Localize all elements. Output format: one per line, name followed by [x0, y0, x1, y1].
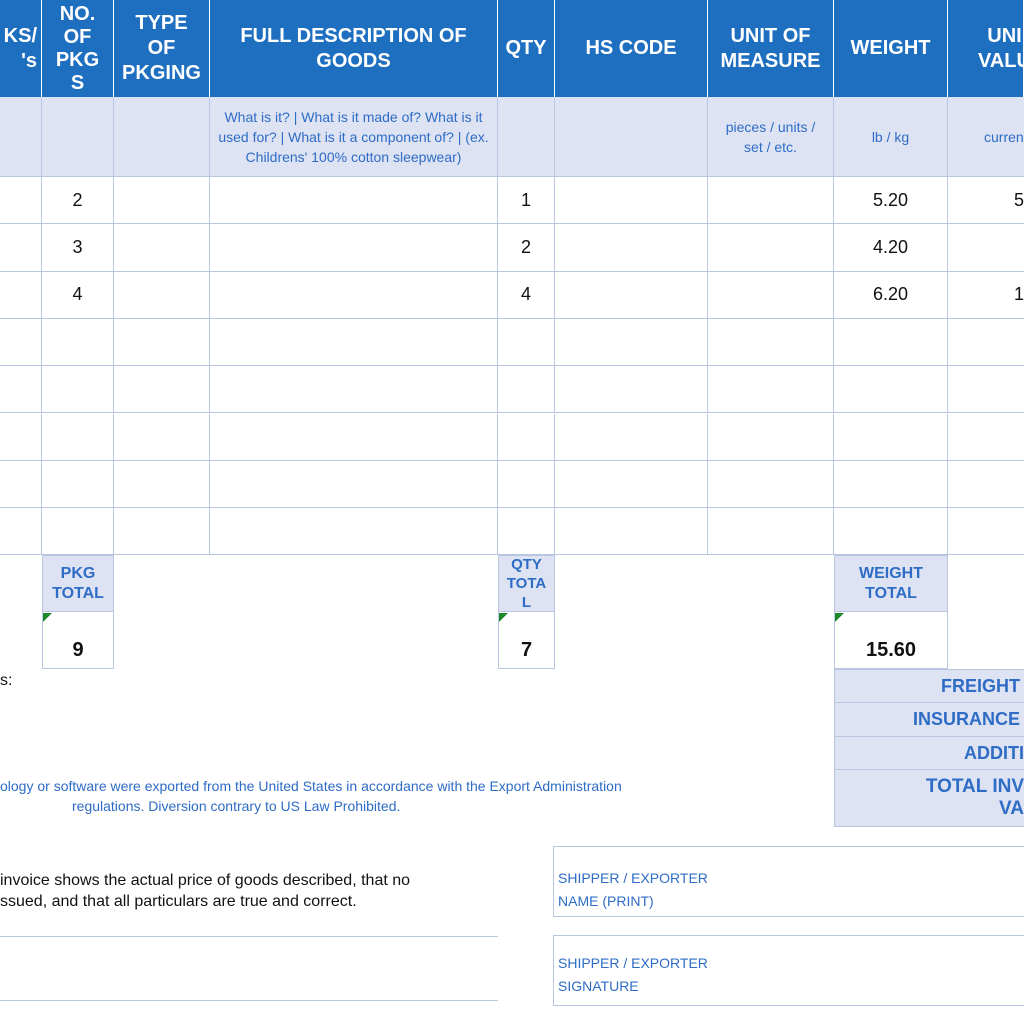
qty-total-label: QTY TOTA L	[498, 555, 555, 612]
hint-qty	[498, 97, 555, 177]
export-statement-line2: regulations. Diversion contrary to US Law Prohibited.	[72, 798, 401, 814]
weight-cell[interactable]	[834, 414, 948, 461]
description-cell[interactable]	[210, 177, 498, 224]
cell-comment-marker-icon	[835, 613, 844, 622]
header-full-description: FULL DESCRIPTION OF GOODS	[210, 0, 498, 97]
qty-total-value[interactable]: 7	[498, 612, 555, 669]
divider	[0, 1000, 498, 1001]
unit-value-cell[interactable]	[948, 366, 1024, 413]
header-marks: KS/ 's	[0, 0, 42, 97]
marks-cell[interactable]	[0, 319, 42, 366]
export-statement-line1: ology or software were exported from the United States in accordance with the Export Administration	[0, 778, 622, 794]
type-cell[interactable]	[114, 319, 210, 366]
shipper-signature-label-line1: SHIPPER / EXPORTER	[558, 955, 708, 971]
type-cell[interactable]	[114, 366, 210, 413]
qty-cell[interactable]: 4	[498, 272, 555, 319]
header-hs-code: HS CODE	[555, 0, 708, 97]
marks-cell[interactable]	[0, 177, 42, 224]
hint-description: What is it? | What is it made of? What is it used for? | What is it a component of? | (ex. Childrens' 100% cotton sleepwear)	[210, 97, 498, 177]
header-weight: WEIGHT	[834, 0, 948, 97]
qty-cell[interactable]	[498, 461, 555, 508]
header-unit-value: UNI VALU	[948, 0, 1024, 97]
unit-value-cell[interactable]	[948, 508, 1024, 555]
hs-code-cell[interactable]	[555, 414, 708, 461]
unit-value-cell[interactable]: 1	[948, 272, 1024, 319]
marks-cell[interactable]	[0, 508, 42, 555]
certification-line1: invoice shows the actual price of goods described, that no	[0, 872, 411, 889]
insurance-label: INSURANCE	[834, 703, 1024, 737]
total-invoice-value-label: TOTAL INV VA	[834, 770, 1024, 827]
unit-cell[interactable]	[708, 177, 834, 224]
unit-value-cell[interactable]	[948, 224, 1024, 271]
type-cell[interactable]	[114, 414, 210, 461]
hs-code-cell[interactable]	[555, 224, 708, 271]
unit-cell[interactable]	[708, 319, 834, 366]
marks-cell[interactable]	[0, 366, 42, 413]
shipper-signature-box[interactable]	[553, 935, 1024, 1006]
qty-cell[interactable]	[498, 319, 555, 366]
type-cell[interactable]	[114, 272, 210, 319]
pkgs-cell[interactable]: 3	[42, 224, 114, 271]
weight-cell[interactable]	[834, 319, 948, 366]
pkg-total-value[interactable]: 9	[42, 612, 114, 669]
remarks-label: s:	[0, 672, 13, 689]
pkgs-cell[interactable]	[42, 414, 114, 461]
unit-value-cell[interactable]	[948, 461, 1024, 508]
weight-cell[interactable]: 5.20	[834, 177, 948, 224]
weight-total-label: WEIGHT TOTAL	[834, 555, 948, 612]
description-cell[interactable]	[210, 366, 498, 413]
cell-comment-marker-icon	[43, 613, 52, 622]
hs-code-cell[interactable]	[555, 177, 708, 224]
hs-code-cell[interactable]	[555, 508, 708, 555]
description-cell[interactable]	[210, 272, 498, 319]
hs-code-cell[interactable]	[555, 366, 708, 413]
unit-value-cell[interactable]	[948, 319, 1024, 366]
weight-cell[interactable]	[834, 508, 948, 555]
qty-cell[interactable]	[498, 414, 555, 461]
qty-cell[interactable]: 2	[498, 224, 555, 271]
weight-cell[interactable]	[834, 461, 948, 508]
weight-cell[interactable]	[834, 366, 948, 413]
pkg-total-label: PKG TOTAL	[42, 555, 114, 612]
shipper-signature-label-line2: SIGNATURE	[558, 978, 639, 994]
hs-code-cell[interactable]	[555, 461, 708, 508]
pkgs-cell[interactable]	[42, 366, 114, 413]
marks-cell[interactable]	[0, 272, 42, 319]
hint-hs-code	[555, 97, 708, 177]
type-cell[interactable]	[114, 177, 210, 224]
certification-line2: ssued, and that all particulars are true and correct.	[0, 893, 357, 910]
pkgs-cell[interactable]	[42, 461, 114, 508]
type-cell[interactable]	[114, 224, 210, 271]
qty-cell[interactable]: 1	[498, 177, 555, 224]
hint-unit-of-measure: pieces / units / set / etc.	[708, 97, 834, 177]
unit-cell[interactable]	[708, 461, 834, 508]
description-cell[interactable]	[210, 224, 498, 271]
weight-cell[interactable]: 4.20	[834, 224, 948, 271]
hs-code-cell[interactable]	[555, 272, 708, 319]
description-cell[interactable]	[210, 319, 498, 366]
unit-cell[interactable]	[708, 366, 834, 413]
pkgs-cell[interactable]: 2	[42, 177, 114, 224]
shipper-name-box[interactable]	[553, 846, 1024, 917]
header-qty: QTY	[498, 0, 555, 97]
header-no-of-pkgs: NO. OF PKG S	[42, 0, 114, 97]
description-cell[interactable]	[210, 461, 498, 508]
description-cell[interactable]	[210, 508, 498, 555]
description-cell[interactable]	[210, 414, 498, 461]
additional-label: ADDITI	[834, 737, 1024, 770]
unit-value-cell[interactable]: 5	[948, 177, 1024, 224]
marks-cell[interactable]	[0, 461, 42, 508]
unit-cell[interactable]	[708, 224, 834, 271]
unit-cell[interactable]	[708, 272, 834, 319]
type-cell[interactable]	[114, 461, 210, 508]
pkgs-cell[interactable]	[42, 319, 114, 366]
header-unit-of-measure: UNIT OF MEASURE	[708, 0, 834, 97]
hint-type-of-pkging	[114, 97, 210, 177]
type-cell[interactable]	[114, 508, 210, 555]
hint-weight: lb / kg	[834, 97, 948, 177]
qty-cell[interactable]	[498, 508, 555, 555]
unit-cell[interactable]	[708, 508, 834, 555]
hint-no-of-pkgs	[42, 97, 114, 177]
divider	[0, 936, 498, 937]
pkgs-cell[interactable]: 4	[42, 272, 114, 319]
hint-unit-value: curren	[948, 97, 1024, 177]
hs-code-cell[interactable]	[555, 319, 708, 366]
marks-cell[interactable]	[0, 224, 42, 271]
hint-marks	[0, 97, 42, 177]
shipper-name-label-line1: SHIPPER / EXPORTER	[558, 870, 708, 886]
unit-value-cell[interactable]	[948, 414, 1024, 461]
shipper-name-label-line2: NAME (PRINT)	[558, 893, 654, 909]
marks-cell[interactable]	[0, 414, 42, 461]
weight-total-value[interactable]: 15.60	[834, 612, 948, 669]
qty-cell[interactable]	[498, 366, 555, 413]
weight-cell[interactable]: 6.20	[834, 272, 948, 319]
freight-label: FREIGHT	[834, 669, 1024, 703]
unit-cell[interactable]	[708, 414, 834, 461]
header-type-of-pkging: TYPE OF PKGING	[114, 0, 210, 97]
cell-comment-marker-icon	[499, 613, 508, 622]
pkgs-cell[interactable]	[42, 508, 114, 555]
